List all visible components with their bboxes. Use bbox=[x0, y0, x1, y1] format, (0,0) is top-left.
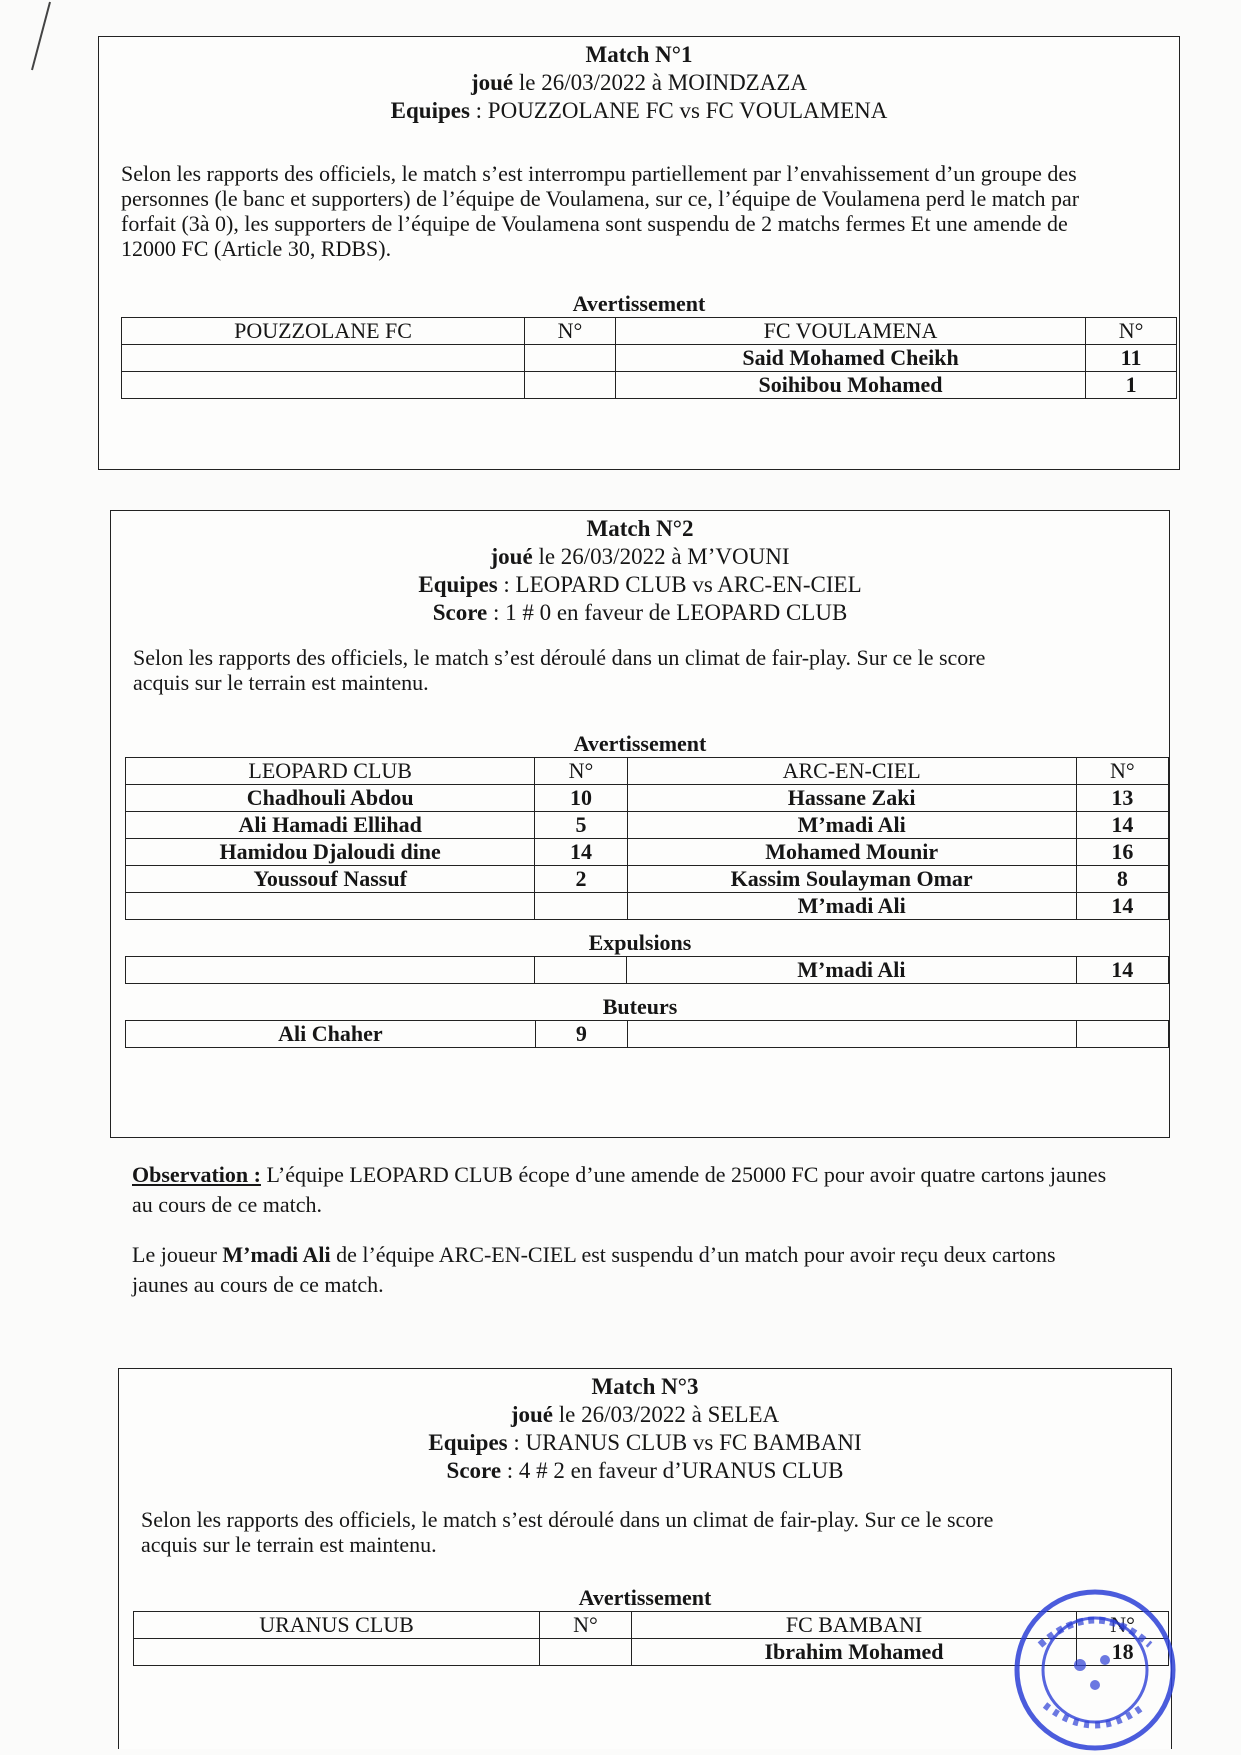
home-team-header: URANUS CLUB bbox=[134, 1612, 540, 1639]
away-num-header: N° bbox=[1076, 758, 1168, 785]
pen-stroke-mark bbox=[20, 0, 60, 80]
away-player-name: M’madi Ali bbox=[627, 812, 1076, 839]
home-player-num: 10 bbox=[535, 785, 627, 812]
match-2-warnings-table bbox=[125, 757, 1169, 920]
match-2-warnings-title: Avertissement bbox=[573, 731, 707, 756]
away-player-name: Hassane Zaki bbox=[627, 785, 1076, 812]
table-row bbox=[126, 957, 1169, 984]
table-row bbox=[122, 345, 1177, 372]
home-num-header: N° bbox=[540, 1612, 632, 1639]
away-team-header: FC BAMBANI bbox=[631, 1612, 1076, 1639]
match-1-teams: Equipes : POUZZOLANE FC vs FC VOULAMENA bbox=[390, 98, 888, 123]
away-player-num: 11 bbox=[1086, 345, 1177, 372]
observation-paragraph-1: Observation : L’équipe LEOPARD CLUB écope d’une amende de 25000 FC pour avoir quatre cartons jaunes au cours de ce match. bbox=[132, 1162, 1107, 1217]
home-num-header: N° bbox=[525, 318, 616, 345]
home-team-header: POUZZOLANE FC bbox=[122, 318, 525, 345]
scorer-name: Ali Chaher bbox=[126, 1021, 536, 1048]
match-3-teams: Equipes : URANUS CLUB vs FC BAMBANI bbox=[428, 1430, 862, 1455]
match-1-warnings-title: Avertissement bbox=[572, 291, 706, 316]
observation-paragraph-2: Le joueur M’madi Ali de l’équipe ARC-EN-CIEL est suspendu d’un match pour avoir reçu deux cartons jaunes au cours de ce match. bbox=[132, 1242, 1056, 1297]
match-2-score: Score : 1 # 0 en faveur de LEOPARD CLUB bbox=[432, 600, 848, 625]
table-row bbox=[122, 318, 1177, 345]
match-1-box bbox=[98, 36, 1180, 470]
match-1-warnings-table bbox=[121, 317, 1177, 399]
observation-label: Observation : bbox=[132, 1162, 261, 1187]
home-num-header: N° bbox=[535, 758, 627, 785]
match-3-warnings-title: Avertissement bbox=[578, 1585, 712, 1610]
away-player-num: 14 bbox=[1076, 812, 1168, 839]
away-player-name: Mohamed Mounir bbox=[627, 839, 1076, 866]
table-row bbox=[126, 758, 1169, 785]
match-2-played: joué le 26/03/2022 à M’VOUNI bbox=[490, 544, 790, 569]
away-player-name: Kassim Soulayman Omar bbox=[627, 866, 1076, 893]
table-row bbox=[126, 893, 1169, 920]
table-row bbox=[126, 785, 1169, 812]
table-row bbox=[126, 866, 1169, 893]
table-row bbox=[126, 812, 1169, 839]
home-player-name: Youssouf Nassuf bbox=[126, 866, 535, 893]
match-2-scorers-table bbox=[125, 1020, 1169, 1048]
home-player-name: Ali Hamadi Ellihad bbox=[126, 812, 535, 839]
match-2-teams: Equipes : LEOPARD CLUB vs ARC-EN-CIEL bbox=[418, 572, 862, 597]
away-player-name: M’madi Ali bbox=[627, 893, 1076, 920]
table-row bbox=[122, 372, 1177, 399]
match-2-title: Match N°2 bbox=[586, 516, 694, 541]
away-player-num: 13 bbox=[1076, 785, 1168, 812]
match-1-played: joué le 26/03/2022 à MOINDZAZA bbox=[470, 70, 808, 95]
expelled-player-name: M’madi Ali bbox=[627, 957, 1076, 984]
home-player-num: 5 bbox=[535, 812, 627, 839]
suspended-player: M’madi Ali bbox=[222, 1242, 331, 1267]
away-team-header: FC VOULAMENA bbox=[615, 318, 1085, 345]
match-3-title: Match N°3 bbox=[591, 1374, 699, 1399]
away-num-header: N° bbox=[1077, 1612, 1169, 1639]
match-2-box bbox=[110, 510, 1170, 1138]
match-1-title: Match N°1 bbox=[585, 42, 693, 67]
table-row bbox=[126, 1021, 1169, 1048]
away-player-num: 14 bbox=[1076, 893, 1168, 920]
away-num-header: N° bbox=[1086, 318, 1177, 345]
home-player-name: Chadhouli Abdou bbox=[126, 785, 535, 812]
match-3-report: Selon les rapports des officiels, le match s’est déroulé dans un climat de fair-play. Sur ce le score acquis sur le terrain est maintenu. bbox=[141, 1507, 994, 1557]
away-player-name: Ibrahim Mohamed bbox=[631, 1639, 1076, 1666]
scorer-num: 9 bbox=[535, 1021, 627, 1048]
table-row bbox=[126, 839, 1169, 866]
away-player-num: 18 bbox=[1077, 1639, 1169, 1666]
away-player-num: 16 bbox=[1076, 839, 1168, 866]
away-player-name: Said Mohamed Cheikh bbox=[615, 345, 1085, 372]
home-team-header: LEOPARD CLUB bbox=[126, 758, 535, 785]
match-2-expulsions-title: Expulsions bbox=[588, 930, 692, 955]
match-3-score: Score : 4 # 2 en faveur d’URANUS CLUB bbox=[446, 1458, 844, 1483]
home-player-num: 2 bbox=[535, 866, 627, 893]
away-player-name: Soihibou Mohamed bbox=[615, 372, 1085, 399]
match-1-report: Selon les rapports des officiels, le match s’est interrompu partiellement par l’envahissement d’un groupe des personnes (le banc et supporters) de l’équipe de Voulamena, sur ce, l’équipe de Voulamena perd le match par forfait (3à 0), les supporters de l’équipe de Voulamena sont suspendu de 2 matchs fermes Et une amende de 12000 FC (Article 30, RDBS). bbox=[121, 161, 1080, 261]
expelled-player-num: 14 bbox=[1076, 957, 1168, 984]
away-player-num: 8 bbox=[1076, 866, 1168, 893]
away-player-num: 1 bbox=[1086, 372, 1177, 399]
match-3-played: joué le 26/03/2022 à SELEA bbox=[510, 1402, 780, 1427]
district-seal-icon bbox=[1010, 1585, 1180, 1755]
away-team-header: ARC-EN-CIEL bbox=[627, 758, 1076, 785]
home-player-num: 14 bbox=[535, 839, 627, 866]
match-2-scorers-title: Buteurs bbox=[602, 994, 678, 1019]
home-player-name: Hamidou Djaloudi dine bbox=[126, 839, 535, 866]
match-2-report: Selon les rapports des officiels, le match s’est déroulé dans un climat de fair-play. Sur ce le score acquis sur le terrain est maintenu. bbox=[133, 645, 986, 695]
match-2-expulsions-table bbox=[125, 956, 1169, 984]
